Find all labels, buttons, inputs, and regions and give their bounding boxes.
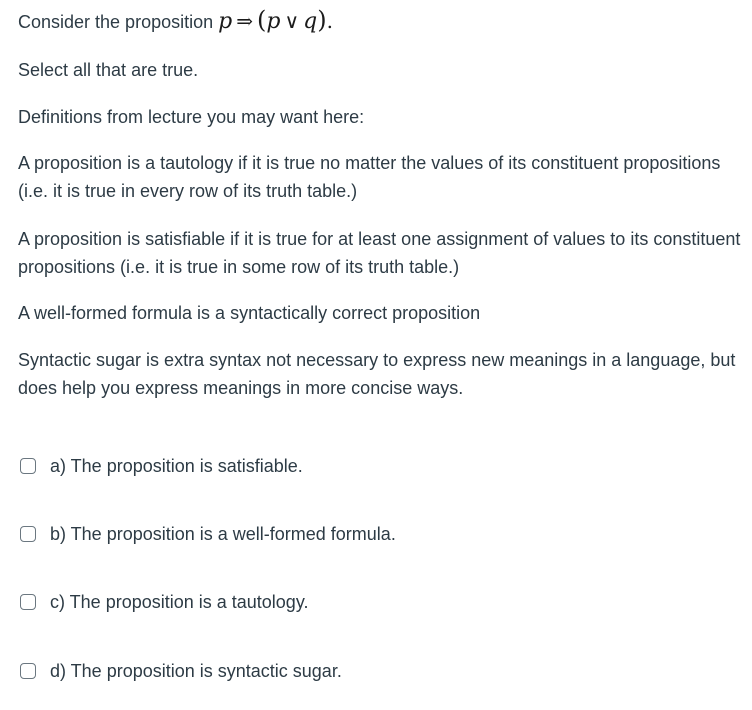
formula-implies: ⇒	[236, 9, 253, 33]
option-a[interactable]	[20, 452, 303, 480]
formula-q: q	[303, 9, 318, 34]
option-d-label[interactable]: d) The proposition is syntactic sugar.	[50, 661, 342, 681]
option-c-checkbox[interactable]	[20, 594, 36, 610]
proposition-formula	[218, 6, 333, 34]
option-d-checkbox[interactable]	[20, 663, 36, 679]
definitions-header: Definitions from lecture you may want here:	[18, 107, 365, 127]
option-d[interactable]	[20, 657, 342, 685]
definition-tautology: A proposition is a tautology if it is true no matter the values of its constituent propositions (i.e. it is true in every row of its truth table.)	[18, 153, 721, 201]
definition-well-formed-formula: A well-formed formula is a syntactically correct proposition	[18, 303, 481, 323]
option-a-checkbox[interactable]	[20, 458, 36, 474]
option-b-label[interactable]: b) The proposition is a well-formed formula.	[50, 524, 396, 544]
option-b-checkbox[interactable]	[20, 526, 36, 542]
formula-or: ∨	[284, 9, 300, 33]
option-a-label[interactable]: a) The proposition is satisfiable.	[50, 456, 303, 476]
definition-syntactic-sugar: Syntactic sugar is extra syntax not necessary to express new meanings in a language, but does help you express meanings in more concise ways.	[18, 350, 736, 398]
definition-satisfiable: A proposition is satisfiable if it is true for at least one assignment of values to its constituent propositions (i.e. it is true in some row of its truth table.)	[18, 229, 741, 277]
formula-open-paren: (	[257, 6, 267, 34]
option-c-label[interactable]: c) The proposition is a tautology.	[50, 592, 309, 612]
option-b[interactable]	[20, 520, 396, 548]
formula-period: .	[326, 9, 333, 33]
option-c[interactable]	[20, 588, 308, 616]
instruction-text: Select all that are true.	[18, 60, 199, 80]
question-prompt	[18, 6, 333, 36]
formula-p2: p	[266, 9, 281, 34]
question-prefix: Consider the proposition	[18, 12, 214, 32]
formula-close-paren: )	[317, 6, 327, 34]
formula-p: p	[218, 9, 233, 34]
